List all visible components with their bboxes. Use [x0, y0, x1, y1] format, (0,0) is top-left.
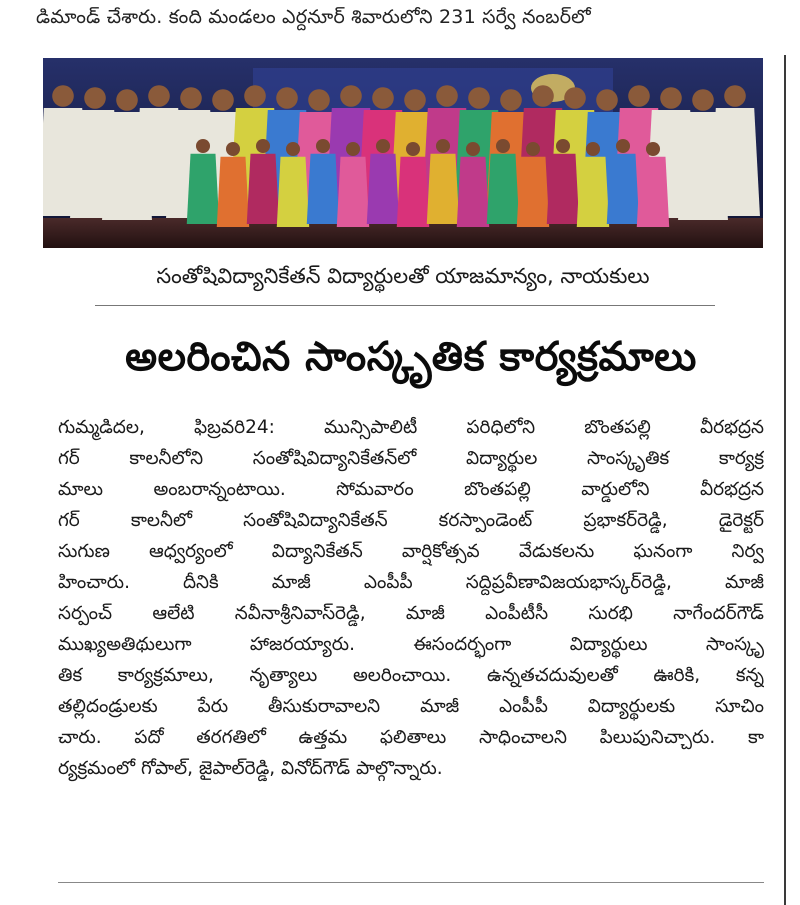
article-line: ర్యక్రమంలో గోపాల్, జైపాల్‌రెడ్డి, వినోద్‌గౌడ్ పాల్గొన్నారు.: [58, 758, 443, 779]
article-line: సర్పంచ్ ఆలేటి నవీనాశ్రీనివాస్‌రెడ్డి, మాజీ ఎంపీటీసీ సురభి నాగేందర్‌గౌడ్: [58, 603, 764, 624]
previous-article-line: డిమాండ్ చేశారు. కంది మండలం ఎర్దనూర్ శివారులోని 231 సర్వే నంబర్‌లో: [36, 6, 591, 28]
previous-article-fragment: [0, 0, 800, 40]
article-end-rule: [58, 882, 764, 883]
article-headline: అలరించిన సాంస్కృతిక కార్యక్రమాలు: [125, 334, 697, 380]
caption-divider: [95, 305, 715, 306]
article-line: గర్ కాలనీలోని సంతోషివిద్యానికేతన్‌లో విద్యార్థుల సాంస్కృతిక కార్యక్ర: [58, 448, 764, 469]
group-photo: [43, 58, 763, 248]
article-line: తల్లిదండ్రులకు పేరు తీసుకురావాలని మాజీ ఎంపీపీ విద్యార్థులకు సూచిం: [58, 696, 764, 717]
article-line: చారు. పదో తరగతిలో ఉత్తమ ఫలితాలు సాధించాలని పిలుపునిచ్చారు. కా: [58, 727, 764, 748]
article-line: గర్ కాలనీలో సంతోషివిద్యానికేతన్ కరస్పాండెంట్ ప్రభాకర్‌రెడ్డి, డైరెక్టర్: [58, 510, 764, 531]
article-line: ముఖ్యఅతిథులుగా హాజరయ్యారు. ఈసందర్భంగా విద్యార్థులు సాంస్కృ: [58, 634, 764, 655]
group-photo-illustration: [43, 58, 763, 248]
article-line: మాలు అంబరాన్నంటాయి. సోమవారం బొంతపల్లి వార్డులోని వీరభద్రన: [58, 479, 764, 500]
article-line: తిక కార్యక్రమాలు, నృత్యాలు అలరించాయి. ఉన్నతచదువులతో ఊరికి, కన్న: [58, 665, 764, 686]
photo-caption: సంతోషివిద్యానికేతన్ విద్యార్థులతో యాజమాన్యం, నాయకులు: [156, 264, 650, 288]
article-line: సుగుణ ఆధ్వర్యంలో విద్యానికేతన్ వార్షికోత్సవ వేడుకలను ఘనంగా నిర్వ: [58, 541, 764, 562]
article-body: [58, 412, 764, 784]
article-line: గుమ్మడిదల, ఫిబ్రవరి24: మున్సిపాలిటీ పరిధిలోని బొంతపల్లి వీరభద్రన: [58, 417, 764, 438]
article-line: హించారు. దీనికి మాజీ ఎంపీపీ సద్దిప్రవీణావిజయభాస్కర్‌రెడ్డి, మాజీ: [58, 572, 764, 593]
column-divider: [784, 55, 786, 905]
